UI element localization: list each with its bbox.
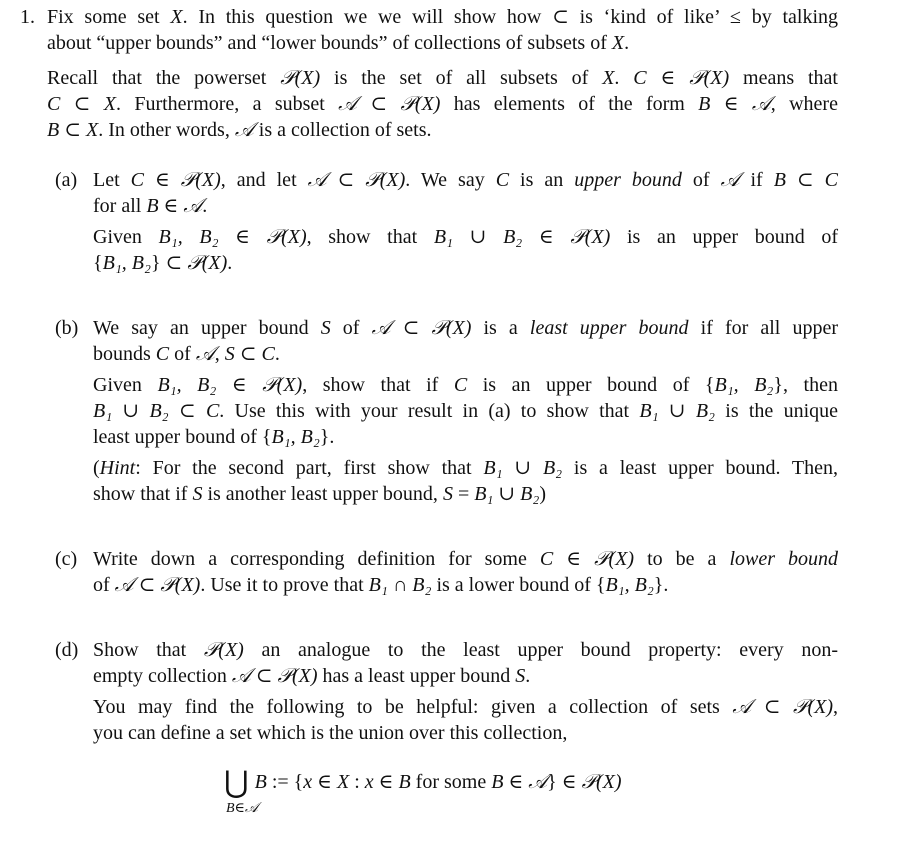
text-segment: ∪ bbox=[112, 400, 150, 422]
text-segment: of bbox=[93, 574, 115, 596]
math-or-emphasis: C bbox=[261, 343, 275, 365]
math-or-emphasis: X bbox=[602, 67, 615, 89]
math-or-emphasis: S bbox=[320, 317, 331, 339]
text-segment: least upper bound of { bbox=[93, 426, 272, 448]
text-segment: ∈ bbox=[144, 169, 181, 191]
math-or-emphasis: 𝒫(X) bbox=[581, 771, 622, 793]
math-or-emphasis: C bbox=[633, 67, 647, 89]
text-segment: to be a bbox=[634, 548, 730, 570]
math-or-emphasis: B bbox=[146, 195, 159, 217]
math-or-emphasis: C bbox=[824, 169, 839, 191]
math-or-emphasis: 𝒫(X) bbox=[280, 67, 321, 89]
math-or-emphasis: X bbox=[103, 93, 116, 115]
math-or-emphasis: S bbox=[515, 665, 526, 687]
text-segment: ∈ bbox=[218, 226, 267, 248]
math-or-emphasis: Hint bbox=[99, 457, 136, 479]
text-segment: ⊂ bbox=[785, 169, 825, 191]
text-segment: you can define a set which is the union over this collection, bbox=[93, 722, 568, 744]
math-or-emphasis: X bbox=[170, 6, 183, 28]
math-or-emphasis: 𝒫(X) bbox=[570, 226, 611, 248]
math-or-emphasis: 𝒜 bbox=[183, 195, 203, 217]
text-segment: ( bbox=[93, 457, 100, 479]
text-segment: ∩ bbox=[387, 574, 413, 596]
math-or-emphasis: B₂ bbox=[542, 457, 563, 479]
math-or-emphasis: B bbox=[398, 771, 411, 793]
text-segment: is a least upper bound. Then, bbox=[562, 457, 838, 479]
part-b-line bbox=[93, 373, 838, 397]
text-segment: if bbox=[739, 169, 774, 191]
text-segment: is an upper bound of { bbox=[467, 374, 715, 396]
text-segment: ∈ bbox=[553, 548, 595, 570]
text-segment: . In this question we we will show how ⊂ is ‘kind of like’ ≤ by talking bbox=[182, 6, 838, 28]
text-segment: ⊂ bbox=[250, 665, 278, 687]
text-segment: for some bbox=[410, 771, 492, 793]
text-segment: . bbox=[202, 195, 208, 217]
text-segment: of bbox=[681, 169, 721, 191]
math-or-emphasis: B₁, B₂ bbox=[714, 374, 774, 396]
text-segment: Write down a corresponding definition for some bbox=[93, 548, 540, 570]
math-or-emphasis: 𝒜 bbox=[528, 771, 548, 793]
text-segment: ⊂ bbox=[390, 317, 432, 339]
part-d-line bbox=[93, 664, 838, 688]
text-segment: has elements of the form bbox=[440, 93, 699, 115]
math-or-emphasis: B bbox=[47, 119, 60, 141]
math-or-emphasis: C bbox=[453, 374, 468, 396]
text-segment: } ∈ bbox=[547, 771, 582, 793]
math-or-emphasis: 𝒫(X) bbox=[187, 252, 228, 274]
math-or-emphasis: x bbox=[303, 771, 313, 793]
math-or-emphasis: B₁ bbox=[483, 457, 503, 479]
math-or-emphasis: upper bound bbox=[574, 169, 682, 191]
text-segment: ∈ bbox=[216, 374, 263, 396]
text-segment: if for all upper bbox=[688, 317, 838, 339]
text-segment: You may find the following to be helpful: given a collection of sets bbox=[93, 696, 733, 718]
math-or-emphasis: C bbox=[155, 343, 170, 365]
text-segment: := { bbox=[266, 771, 304, 793]
text-segment: of bbox=[330, 317, 372, 339]
text-segment: , show that if bbox=[302, 374, 454, 396]
text-segment: ∈ bbox=[503, 771, 529, 793]
question-number: 1. bbox=[20, 6, 35, 28]
intro-line bbox=[47, 31, 838, 55]
math-or-emphasis: 𝒫(X) bbox=[160, 574, 201, 596]
math-or-emphasis: 𝒜 bbox=[338, 93, 358, 115]
math-or-emphasis: C bbox=[130, 169, 144, 191]
part-a-line bbox=[93, 251, 838, 275]
text-segment: an analogue to the least upper bound property: every non- bbox=[243, 639, 838, 661]
text-segment: ∈ bbox=[710, 93, 752, 115]
text-segment: bounds bbox=[93, 343, 156, 365]
math-or-emphasis: B bbox=[254, 771, 267, 793]
part-c-label: (c) bbox=[55, 548, 78, 570]
part-b-hint-line bbox=[93, 456, 838, 480]
part-d-line bbox=[93, 695, 838, 719]
text-segment: Recall that the powerset bbox=[47, 67, 281, 89]
text-segment: . bbox=[227, 252, 233, 274]
text-segment: }. bbox=[319, 426, 335, 448]
math-or-emphasis: S bbox=[224, 343, 235, 365]
formula-body bbox=[255, 771, 622, 793]
text-segment: . bbox=[274, 343, 280, 365]
text-segment: ⊂ bbox=[59, 119, 86, 141]
text-segment: is the set of all subsets of bbox=[320, 67, 603, 89]
text-segment: ⊂ bbox=[168, 400, 206, 422]
math-or-emphasis: C bbox=[495, 169, 510, 191]
math-or-emphasis: least upper bound bbox=[529, 317, 689, 339]
text-segment: is an bbox=[509, 169, 575, 191]
math-or-emphasis: C bbox=[539, 548, 554, 570]
text-segment: . Furthermore, a subset bbox=[115, 93, 339, 115]
math-or-emphasis: 𝒫(X) bbox=[180, 169, 221, 191]
math-or-emphasis: X bbox=[336, 771, 350, 793]
math-or-emphasis: B₁ bbox=[368, 574, 388, 596]
text-segment: , bbox=[214, 343, 225, 365]
part-b-line bbox=[93, 316, 838, 340]
text-segment: , bbox=[833, 696, 838, 718]
text-segment: is a lower bound of { bbox=[431, 574, 606, 596]
text-segment: Show that bbox=[93, 639, 204, 661]
math-or-emphasis: 𝒜 bbox=[234, 119, 254, 141]
text-segment: ⊂ bbox=[234, 343, 262, 365]
math-or-emphasis: B₁, B₂ bbox=[157, 374, 217, 396]
math-or-emphasis: 𝒫(X) bbox=[594, 548, 635, 570]
math-or-emphasis: X bbox=[85, 119, 99, 141]
math-or-emphasis: B₁, B₂ bbox=[158, 226, 219, 248]
text-segment: . Use this with your result in (a) to show that bbox=[219, 400, 640, 422]
text-segment: } ⊂ bbox=[150, 252, 188, 274]
text-segment: ∈ bbox=[158, 195, 184, 217]
text-segment: Given bbox=[93, 226, 159, 248]
text-segment: ∈ bbox=[646, 67, 690, 89]
text-segment: Fix some set bbox=[47, 6, 171, 28]
math-or-emphasis: B₁, B₂ bbox=[605, 574, 654, 596]
math-or-emphasis: X bbox=[611, 32, 625, 54]
text-segment: ∈ bbox=[522, 226, 571, 248]
text-segment: We say an upper bound bbox=[93, 317, 321, 339]
math-or-emphasis: 𝒜 bbox=[231, 665, 251, 687]
text-segment: show that if bbox=[93, 483, 193, 505]
text-segment: ⊂ bbox=[60, 93, 104, 115]
math-or-emphasis: 𝒫(X) bbox=[262, 374, 303, 396]
math-or-emphasis: lower bound bbox=[729, 548, 839, 570]
math-or-emphasis: B₁ bbox=[433, 226, 453, 248]
math-or-emphasis: B₂ bbox=[149, 400, 169, 422]
math-or-emphasis: 𝒫(X) bbox=[431, 317, 472, 339]
math-or-emphasis: 𝒜 bbox=[307, 169, 327, 191]
text-segment: ⊂ bbox=[326, 169, 366, 191]
text-segment: { bbox=[93, 252, 103, 274]
text-segment: means that bbox=[729, 67, 838, 89]
math-or-emphasis: C bbox=[205, 400, 220, 422]
math-or-emphasis: 𝒜 bbox=[195, 343, 215, 365]
math-or-emphasis: S bbox=[192, 483, 203, 505]
math-or-emphasis: B bbox=[773, 169, 786, 191]
text-segment: . bbox=[614, 67, 634, 89]
text-segment: . We say bbox=[405, 169, 496, 191]
text-segment: : bbox=[349, 771, 365, 793]
part-b-line bbox=[93, 399, 838, 423]
text-segment: is a collection of sets. bbox=[253, 119, 432, 141]
math-or-emphasis: B₁ bbox=[639, 400, 659, 422]
part-c-line bbox=[93, 547, 838, 571]
recall-line bbox=[47, 66, 838, 90]
part-a-line bbox=[93, 225, 838, 249]
part-b-line bbox=[93, 425, 838, 449]
math-or-emphasis: 𝒫(X) bbox=[277, 665, 318, 687]
math-or-emphasis: B bbox=[491, 771, 504, 793]
big-union-symbol: ⋃ bbox=[224, 766, 249, 799]
text-segment: ∪ bbox=[493, 483, 521, 505]
math-or-emphasis: 𝒫(X) bbox=[365, 169, 406, 191]
text-segment: ∪ bbox=[502, 457, 543, 479]
text-segment: . In other words, bbox=[98, 119, 235, 141]
math-or-emphasis: 𝒜 bbox=[720, 169, 740, 191]
text-segment: Let bbox=[93, 169, 131, 191]
math-or-emphasis: 𝒜 bbox=[371, 317, 391, 339]
math-or-emphasis: B₂ bbox=[412, 574, 432, 596]
part-c-line bbox=[93, 573, 838, 597]
math-or-emphasis: 𝒫(X) bbox=[203, 639, 244, 661]
text-segment: . bbox=[624, 32, 630, 54]
math-or-emphasis: C bbox=[47, 93, 61, 115]
text-segment: . Use it to prove that bbox=[200, 574, 369, 596]
math-or-emphasis: 𝒜 bbox=[732, 696, 752, 718]
text-segment: : For the second part, first show that bbox=[135, 457, 484, 479]
part-d-line bbox=[93, 721, 838, 745]
text-segment: Given bbox=[93, 374, 158, 396]
math-or-emphasis: B₂ bbox=[520, 483, 540, 505]
text-segment: ⊂ bbox=[751, 696, 794, 718]
math-or-emphasis: 𝒫(X) bbox=[793, 696, 833, 718]
part-b-label: (b) bbox=[55, 317, 79, 339]
math-or-emphasis: 𝒜 bbox=[114, 574, 134, 596]
recall-line bbox=[47, 92, 838, 116]
math-or-emphasis: B₂ bbox=[503, 226, 523, 248]
text-segment: of bbox=[169, 343, 196, 365]
text-segment: is another least upper bound, bbox=[202, 483, 443, 505]
math-or-emphasis: 𝒫(X) bbox=[689, 67, 730, 89]
text-segment: , where bbox=[770, 93, 838, 115]
text-segment: ⊂ bbox=[133, 574, 161, 596]
text-segment: , and let bbox=[220, 169, 308, 191]
text-segment: has a least upper bound bbox=[317, 665, 516, 687]
math-or-emphasis: B₁ bbox=[93, 400, 113, 422]
math-or-emphasis: B₁, B₂ bbox=[102, 252, 151, 274]
part-a-line bbox=[93, 194, 838, 218]
text-segment: ∈ bbox=[373, 771, 399, 793]
math-or-emphasis: B₁, B₂ bbox=[271, 426, 320, 448]
part-a-line bbox=[93, 168, 838, 192]
text-segment: ∪ bbox=[452, 226, 504, 248]
math-or-emphasis: 𝒫(X) bbox=[400, 93, 441, 115]
math-or-emphasis: B₂ bbox=[695, 400, 715, 422]
math-or-emphasis: 𝒫(X) bbox=[266, 226, 307, 248]
part-d-line bbox=[93, 638, 838, 662]
text-segment: is a bbox=[471, 317, 530, 339]
part-b-hint-line bbox=[93, 482, 838, 506]
text-segment: = bbox=[452, 483, 475, 505]
math-or-emphasis: B₁ bbox=[474, 483, 494, 505]
intro-line bbox=[47, 5, 838, 29]
text-segment: ) bbox=[539, 483, 546, 505]
text-segment: is an upper bound of bbox=[610, 226, 839, 248]
text-segment: . bbox=[525, 665, 531, 687]
math-or-emphasis: B bbox=[698, 93, 711, 115]
part-a-label: (a) bbox=[55, 169, 78, 191]
text-segment: about “upper bounds” and “lower bounds” of collections of subsets of bbox=[47, 32, 612, 54]
union-formula bbox=[224, 766, 622, 799]
part-d-label: (d) bbox=[55, 639, 79, 661]
text-segment: ⊂ bbox=[357, 93, 401, 115]
text-segment: }, then bbox=[773, 374, 838, 396]
text-segment: for all bbox=[93, 195, 147, 217]
text-segment: is the unique bbox=[715, 400, 838, 422]
recall-line bbox=[47, 118, 838, 142]
math-or-emphasis: x bbox=[364, 771, 374, 793]
text-segment: ∈ bbox=[312, 771, 337, 793]
text-segment: }. bbox=[653, 574, 669, 596]
union-subscript: B∈𝒜 bbox=[226, 801, 259, 816]
text-segment: ∪ bbox=[658, 400, 696, 422]
text-segment: , show that bbox=[306, 226, 434, 248]
math-or-emphasis: S bbox=[442, 483, 453, 505]
text-segment: empty collection bbox=[93, 665, 232, 687]
math-or-emphasis: 𝒜 bbox=[751, 93, 771, 115]
part-b-line bbox=[93, 342, 838, 366]
